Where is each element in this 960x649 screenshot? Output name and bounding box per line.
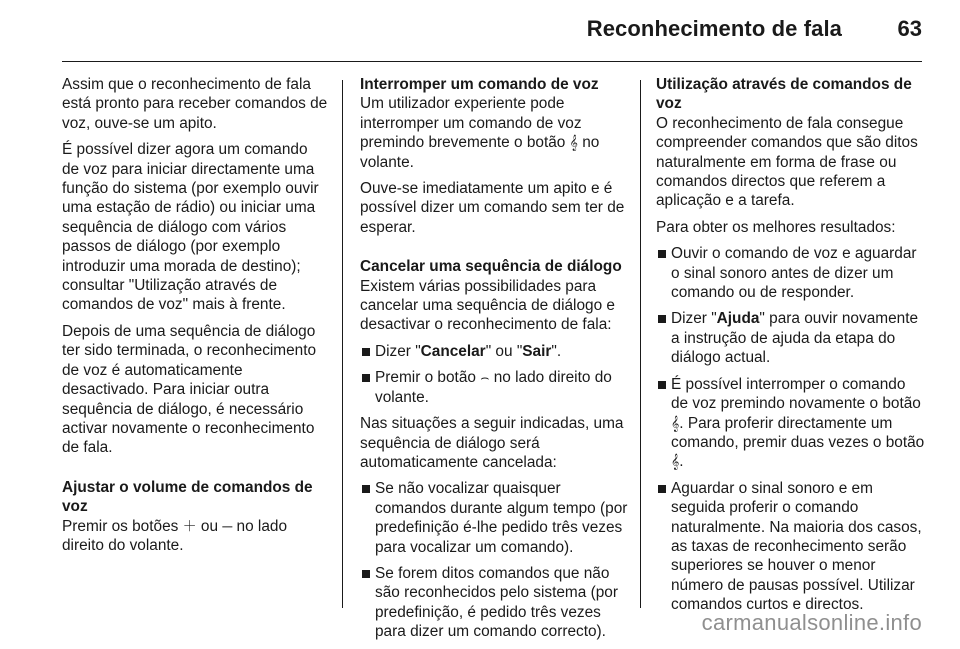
tips-list — [656, 244, 926, 614]
column-1 — [62, 75, 328, 562]
header-title: Reconhecimento de fala — [586, 16, 842, 41]
heading-cancel-dialog: Cancelar uma sequência de diálogo — [360, 258, 622, 276]
voice-icon: 𝄞 — [569, 134, 578, 151]
page-header — [0, 0, 960, 62]
heading-interrupt: Interromper um comando de voz — [360, 76, 599, 93]
list-item: É possível interromper o comando de voz premindo novamente o botão 𝄞. Para proferir directamente um comando, premir duas vezes o botão 𝄞. — [656, 375, 926, 472]
auto-cancel-list — [360, 479, 628, 641]
heading-adjust-volume: Ajustar o volume de comandos de voz — [62, 478, 313, 516]
voice-icon: 𝄞 — [671, 453, 680, 470]
paragraph-deactivate: Depois de uma sequência de diálogo ter sido terminada, o reconhecimento de voz é automaticamente desactivado. Para iniciar outra sequência de diálogo, é necessário activar novamente o reconhecimento de fala. — [62, 322, 317, 457]
list-item: Premir o botão ⌢ no lado direito do volante. — [360, 368, 628, 407]
list-item: Dizer "Ajuda" para ouvir novamente a instrução de ajuda da etapa do diálogo actual. — [656, 309, 926, 367]
voice-icon: 𝄞 — [671, 414, 680, 431]
paragraph-ready: Assim que o reconhecimento de fala está pronto para receber comandos de voz, ouve-se um apito. — [62, 76, 328, 132]
column-3 — [656, 75, 926, 622]
minus-icon: ─ — [222, 517, 233, 534]
call-end-icon: ⌢ — [480, 369, 490, 386]
paragraph-usage: O reconhecimento de fala consegue compreender comandos que são ditos naturalmente em forma de frase ou comandos directos que referem a aplicação e a tarefa. — [656, 114, 918, 210]
list-item: Aguardar o sinal sonoro e em seguida proferir o comando naturalmente. Na maioria dos casos, as taxas de reconhecimento serão superiores se houver o menor número de pausas possível. Utilizar comandos curtos e directos. — [656, 479, 926, 615]
column-2 — [360, 75, 628, 649]
list-item: Dizer "Cancelar" ou "Sair". — [360, 342, 628, 361]
header-divider — [62, 61, 922, 62]
watermark: carmanualsonline.info — [701, 610, 922, 635]
cancel-options-list — [360, 342, 628, 407]
plus-icon: ＋ — [182, 517, 197, 534]
list-item: Se não vocalizar quaisquer comandos durante algum tempo (por predefinição é-lhe pedido três vezes para vocalizar um comando). — [360, 479, 628, 557]
list-item: Se forem ditos comandos que não são reconhecidos pelo sistema (por predefinição, é pedido três vezes para dizer um comando correcto). — [360, 564, 628, 642]
list-item: Ouvir o comando de voz e aguardar o sinal sonoro antes de dizer um comando ou de responder. — [656, 244, 926, 302]
paragraph-beep: Ouve-se imediatamente um apito e é possível dizer um comando sem ter de esperar. — [360, 180, 625, 236]
column-divider-2 — [640, 80, 641, 608]
heading-voice-usage: Utilização através de comandos de voz — [656, 76, 912, 113]
paragraph-best-results: Para obter os melhores resultados: — [656, 218, 896, 236]
column-divider-1 — [342, 80, 343, 608]
page-number: 63 — [897, 16, 922, 41]
paragraph-cancel-intro: Existem várias possibilidades para cancelar uma sequência de diálogo e desactivar o reconhecimento de fala: — [360, 277, 615, 334]
paragraph-start-command: É possível dizer agora um comando de voz para iniciar directamente uma função do sistema (por exemplo ouvir uma estação de rádio) ou iniciar uma sequência de diálogo com vários passos de diálogo (por exemplo introduzir uma morada de destino); consultar "Utilização através de comandos de voz" mais à frente. — [62, 141, 319, 314]
paragraph-interrupt: Um utilizador experiente pode interromper um comando de voz premindo brevemente o botão 𝄞 no volante. — [360, 95, 600, 171]
paragraph-auto-cancel: Nas situações a seguir indicadas, uma sequência de diálogo será automaticamente cancelada: — [360, 415, 624, 471]
paragraph-volume: Premir os botões ＋ ou ─ no lado direito do volante. — [62, 517, 288, 554]
